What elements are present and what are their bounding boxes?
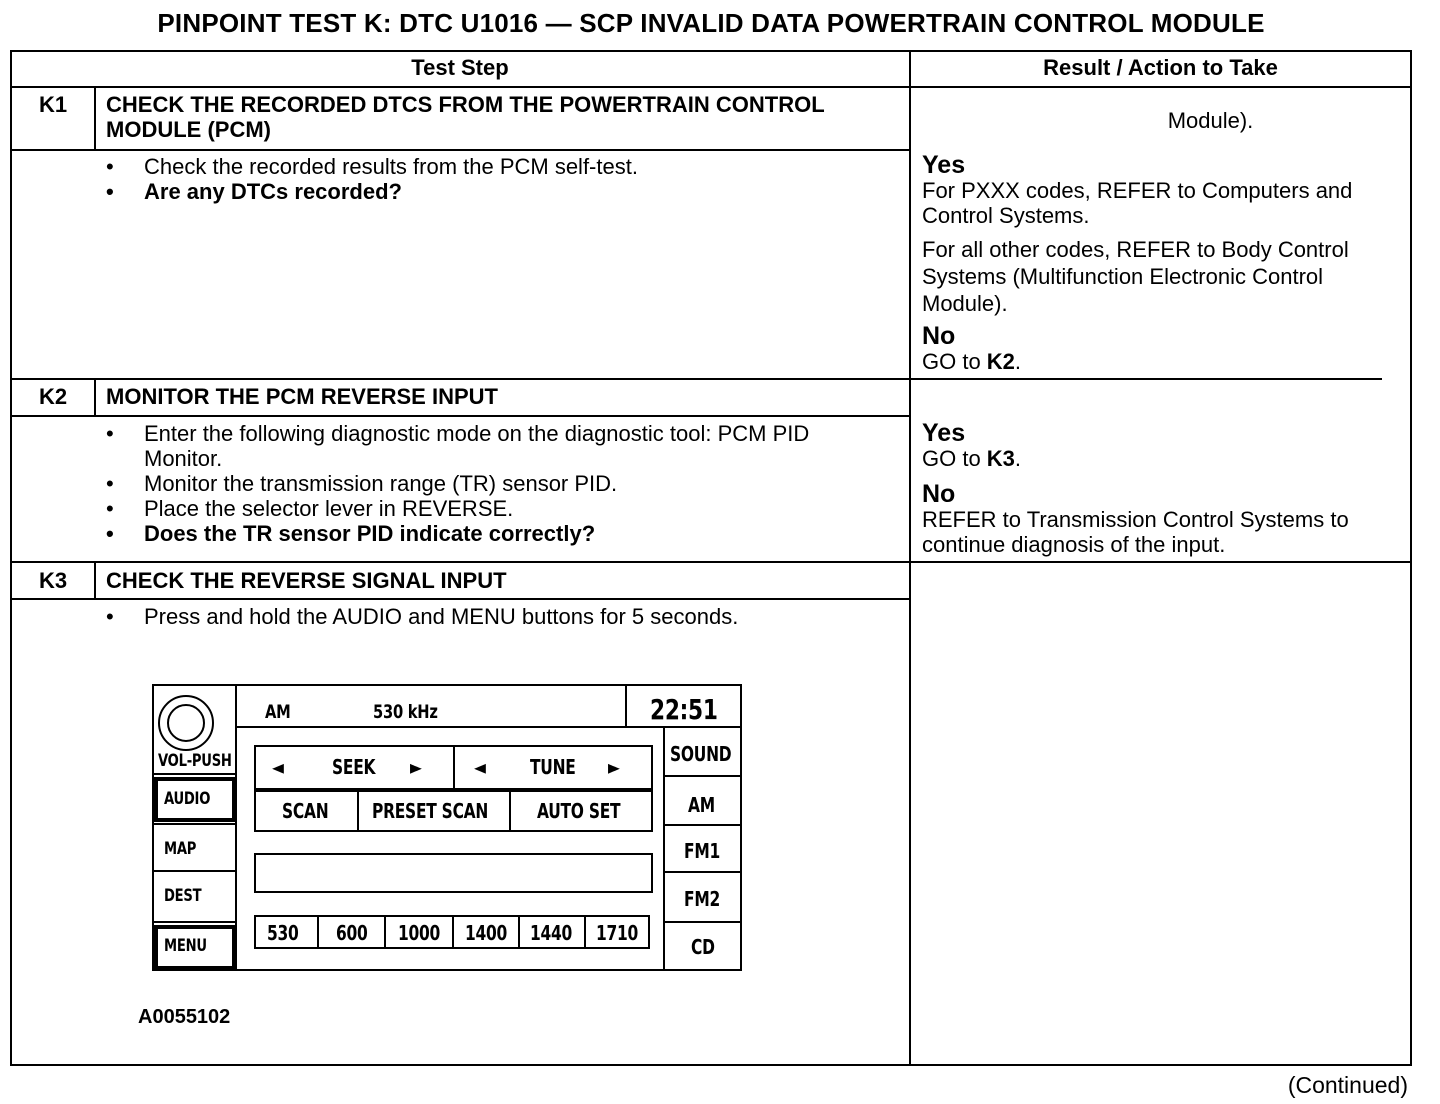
column-header-result: Result / Action to Take — [1043, 55, 1278, 80]
step-title-k1: CHECK THE RECORDED DTCS FROM THE POWERTRAIN CONTROL MODULE (PCM) — [106, 92, 825, 142]
list-item-question: • Are any DTCs recorded? — [104, 179, 894, 204]
am-button[interactable]: AM — [688, 793, 715, 817]
sound-button[interactable]: SOUND — [670, 742, 732, 766]
no-action-text: GO to — [922, 349, 987, 374]
step-title-k2: MONITOR THE PCM REVERSE INPUT — [106, 384, 498, 409]
band-readout: AM — [265, 701, 291, 723]
column-header-test-step: Test Step — [411, 55, 509, 80]
step-id-divider — [94, 378, 96, 416]
step-id-divider — [94, 562, 96, 600]
yes-action-text: GO to — [922, 446, 987, 471]
tune-left-arrow[interactable]: ◄ — [474, 755, 486, 779]
fm2-button[interactable]: FM2 — [684, 887, 720, 911]
no-action — [922, 349, 1400, 374]
dest-button[interactable]: DEST — [164, 886, 202, 906]
fm1-button[interactable]: FM1 — [684, 839, 720, 863]
result-continued-text: Module). — [1167, 108, 1254, 133]
continued-note: (Continued) — [1287, 1072, 1408, 1098]
list-item: • Check the recorded results from the PCM self-test. — [104, 154, 894, 179]
tune-right-arrow[interactable]: ► — [608, 755, 620, 779]
column-divider — [909, 50, 911, 1066]
clock-readout: 22:51 — [650, 693, 718, 726]
volume-knob-label: VOL-PUSH — [158, 751, 232, 771]
list-item: • Enter the following diagnostic mode on the diagnostic tool: PCM PID Monitor. — [104, 421, 874, 471]
row-rule — [10, 415, 910, 417]
scan-button[interactable]: SCAN — [282, 799, 329, 823]
page-title: PINPOINT TEST K: DTC U1016 — SCP INVALID DATA POWERTRAIN CONTROL MODULE — [157, 8, 1265, 38]
step-id-k2: K2 — [38, 384, 68, 409]
yes-action-other: For all other codes, REFER to Body Control Systems (Multifunction Electronic Control Module). — [922, 237, 1349, 316]
row-rule — [10, 598, 910, 600]
list-item: • Place the selector lever in REVERSE. — [104, 496, 874, 521]
preset-button[interactable]: 1440 — [530, 921, 573, 945]
figure-id: A0055102 — [138, 1006, 231, 1028]
step-list-k2 — [104, 421, 874, 546]
yes-action-suffix: . — [1014, 446, 1022, 471]
frequency-readout: 530 kHz — [373, 701, 438, 723]
list-item: • Monitor the transmission range (TR) sensor PID. — [104, 471, 874, 496]
row-rule — [10, 378, 1382, 380]
no-label: No — [922, 480, 956, 508]
list-item-question: • Does the TR sensor PID indicate correctly? — [104, 521, 874, 546]
header-rule — [10, 86, 1412, 88]
cd-button[interactable]: CD — [691, 935, 715, 959]
audio-button[interactable]: AUDIO — [164, 789, 211, 809]
map-button[interactable]: MAP — [164, 839, 197, 859]
step-title-k3: CHECK THE REVERSE SIGNAL INPUT — [106, 568, 507, 593]
seek-left-arrow[interactable]: ◄ — [272, 755, 284, 779]
preset-button[interactable]: 530 — [267, 921, 299, 945]
step-id-k3: K3 — [38, 568, 68, 593]
preset-button[interactable]: 600 — [336, 921, 368, 945]
menu-button[interactable]: MENU — [164, 936, 207, 956]
seek-right-arrow[interactable]: ► — [410, 755, 422, 779]
yes-label: Yes — [922, 151, 966, 179]
preset-button[interactable]: 1710 — [596, 921, 639, 945]
no-action: REFER to Transmission Control Systems to continue diagnosis of the input. — [922, 507, 1349, 557]
step-id-divider — [94, 87, 96, 150]
result-k1 — [922, 152, 1400, 374]
no-action-suffix: . — [1014, 349, 1022, 374]
no-label: No — [922, 322, 956, 350]
yes-action: For PXXX codes, REFER to Computers and Control Systems. — [922, 178, 1353, 228]
step-reference-k2: K2 — [986, 349, 1015, 374]
result-k2 — [922, 420, 1400, 557]
tune-label: TUNE — [530, 755, 576, 779]
yes-action — [922, 446, 1400, 471]
row-rule — [10, 149, 910, 151]
step-reference-k3: K3 — [986, 446, 1015, 471]
step-id-k1: K1 — [38, 92, 68, 117]
radio-outline — [152, 684, 742, 972]
list-item: • Press and hold the AUDIO and MENU buttons for 5 seconds. — [104, 604, 894, 629]
row-rule — [10, 561, 1412, 563]
preset-button[interactable]: 1400 — [465, 921, 508, 945]
step-list-k1 — [104, 154, 894, 204]
auto-set-button[interactable]: AUTO SET — [537, 799, 621, 823]
radio-faceplate-illustration — [152, 684, 742, 972]
yes-label: Yes — [922, 419, 966, 447]
preset-scan-button[interactable]: PRESET SCAN — [372, 799, 489, 823]
preset-button[interactable]: 1000 — [398, 921, 441, 945]
seek-label: SEEK — [332, 755, 376, 779]
step-list-k3 — [104, 604, 894, 629]
